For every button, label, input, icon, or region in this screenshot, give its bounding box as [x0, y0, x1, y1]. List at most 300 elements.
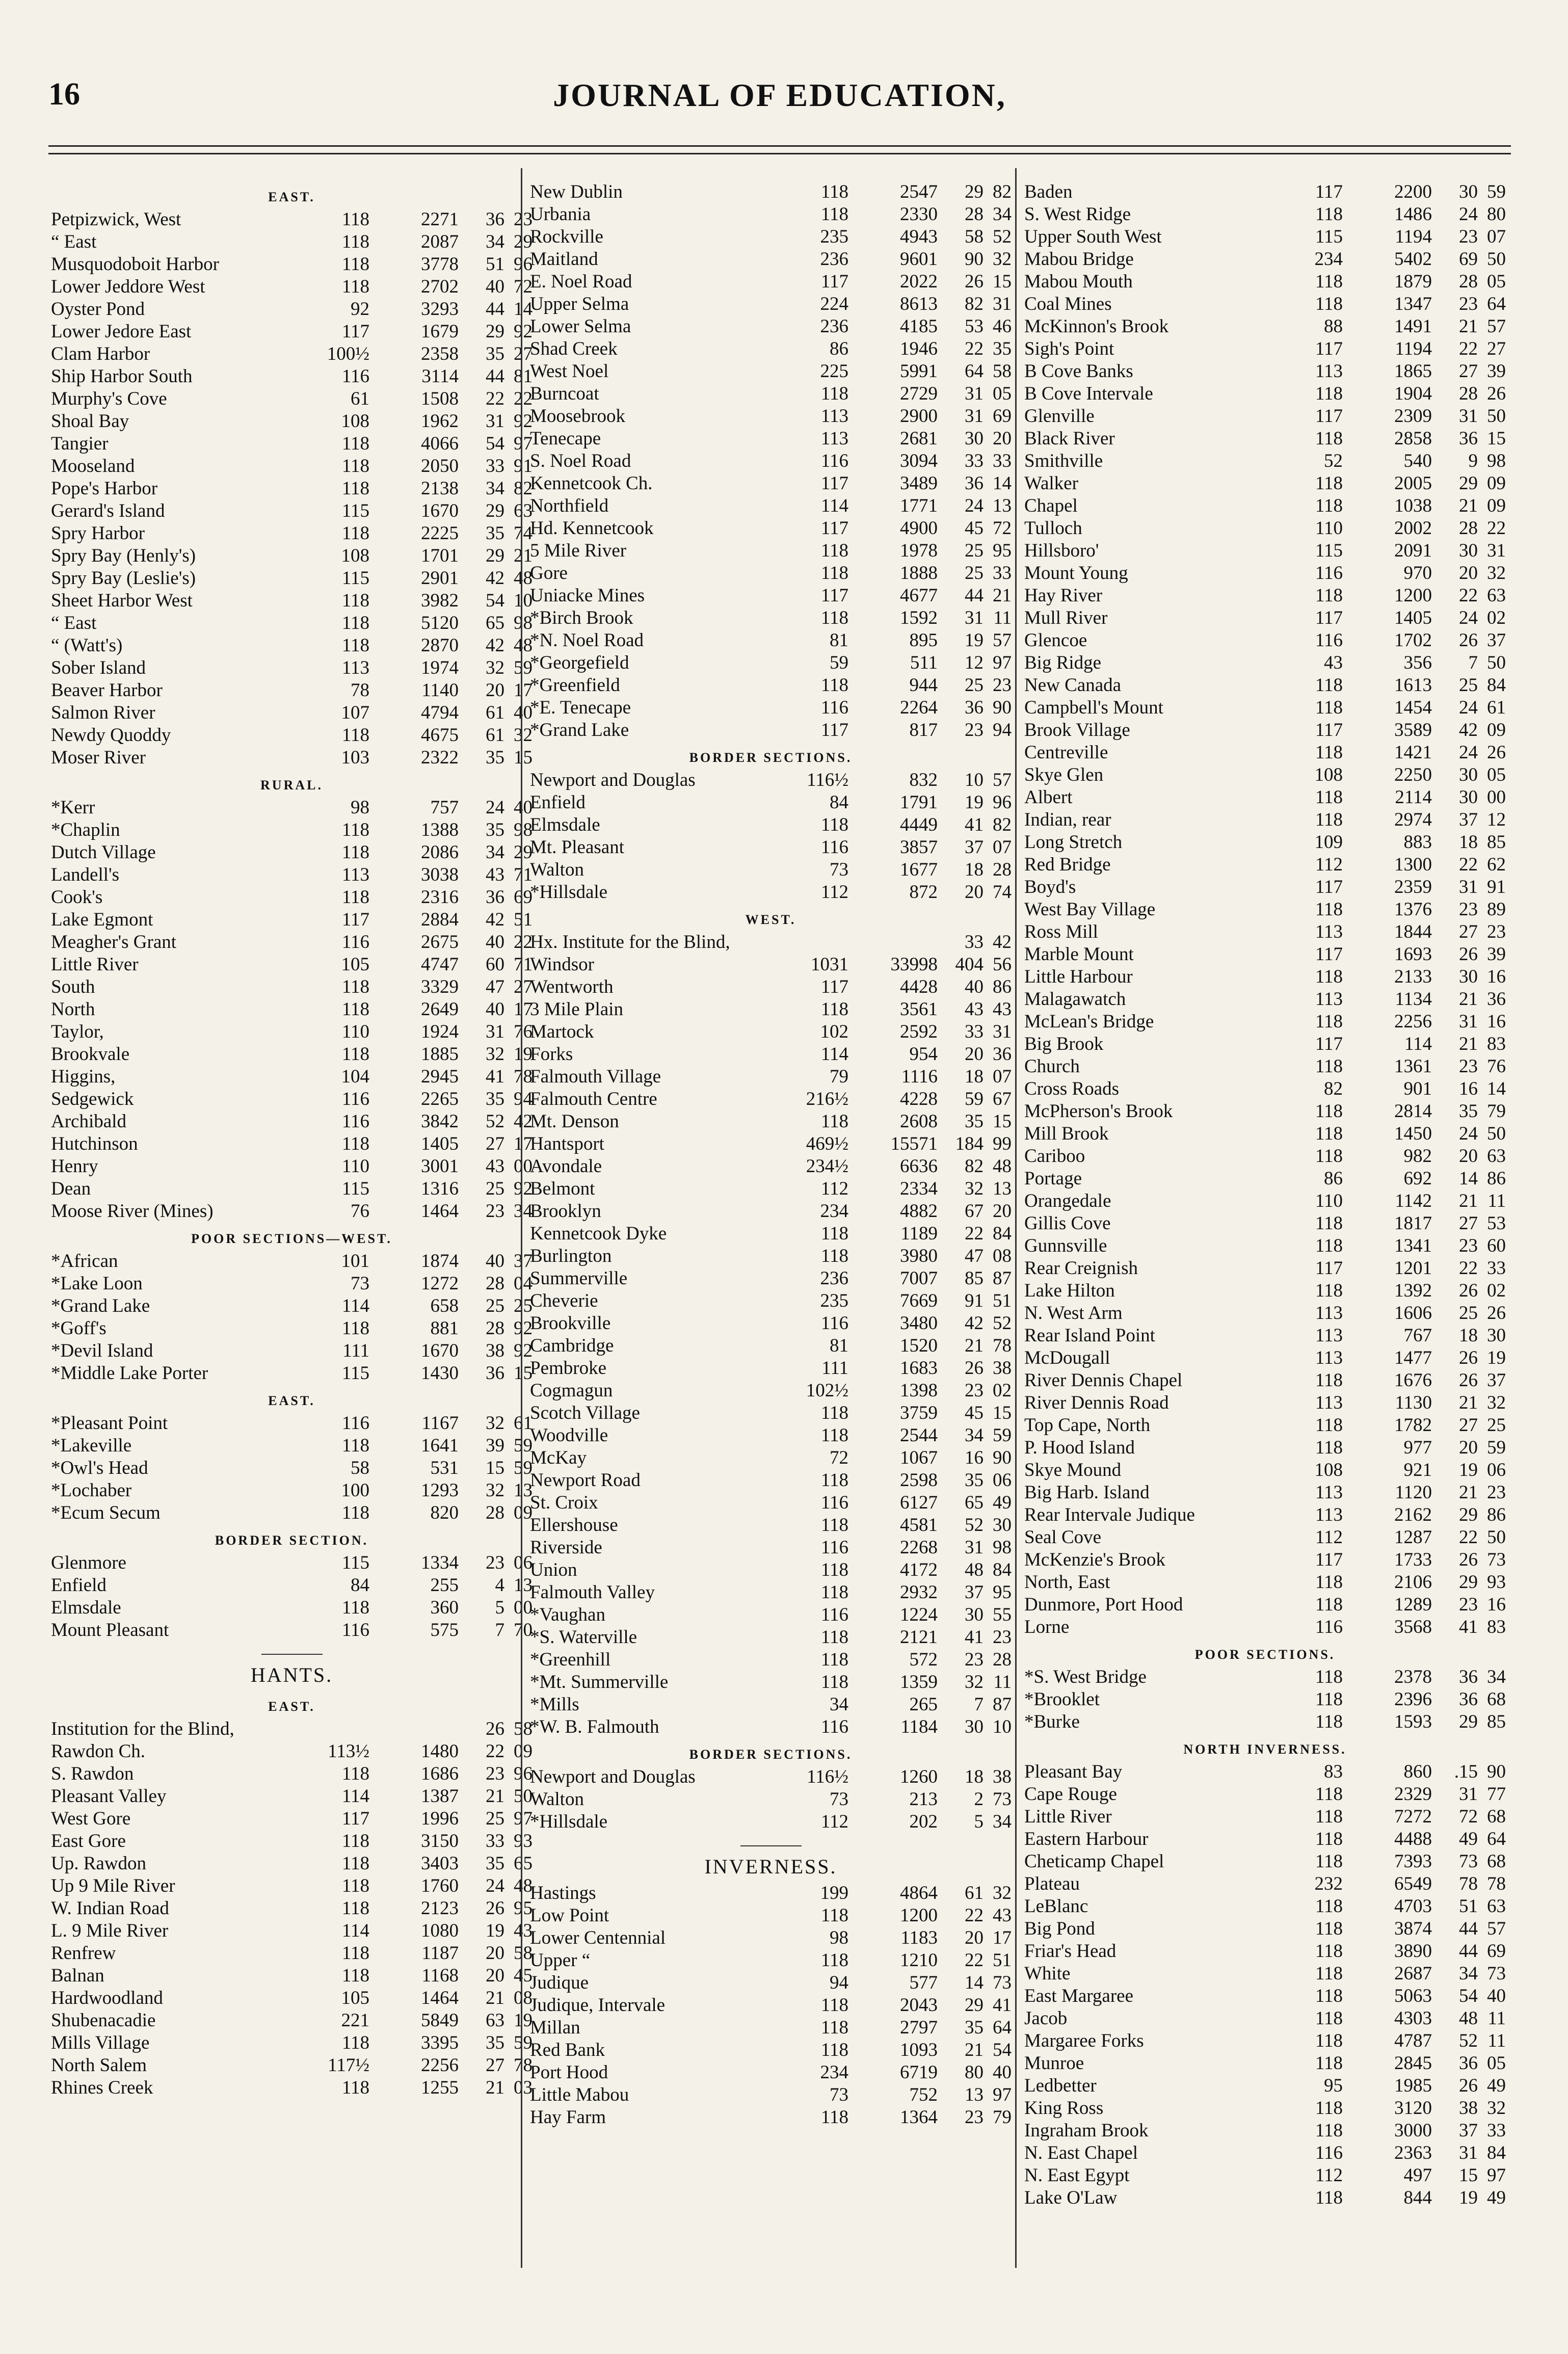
grand-total-days: 1817	[1394, 1213, 1432, 1234]
days-taught: 118	[341, 1763, 369, 1784]
school-name: Falmouth Centre	[530, 1089, 657, 1109]
school-name: *Ecum Secum	[51, 1502, 161, 1523]
table-row	[1024, 1437, 1506, 1459]
amount-cents: 74	[514, 523, 533, 544]
school-name: Cheverie	[530, 1290, 598, 1311]
amount-dollars: 44	[1459, 1941, 1478, 1962]
grand-total-days: 1450	[1394, 1123, 1432, 1144]
grand-total-days: 2649	[421, 999, 459, 1020]
grand-total-days: 1347	[1394, 294, 1432, 314]
amount-cents: 70	[514, 1620, 533, 1641]
table-row	[1024, 2052, 1506, 2075]
grand-total-days: 1592	[900, 607, 938, 628]
days-taught: 110	[341, 1021, 369, 1042]
amount-cents: 96	[993, 792, 1012, 813]
days-taught: 118	[1315, 1689, 1343, 1710]
table-row	[1024, 2007, 1506, 2030]
grand-total-days: 883	[1403, 832, 1432, 853]
days-taught: 118	[341, 976, 369, 997]
table-row	[51, 819, 533, 841]
school-name: Newport and Douglas	[530, 770, 696, 790]
amount-dollars: 36	[1459, 1667, 1478, 1687]
amount-dollars: 52	[1459, 2030, 1478, 2051]
days-taught: 118	[1315, 1572, 1343, 1593]
school-name: Ledbetter	[1024, 2075, 1097, 2096]
amount-dollars: 19	[1459, 2187, 1478, 2208]
amount-cents: 29	[514, 842, 533, 863]
amount-dollars: 51	[486, 254, 504, 275]
amount-dollars: 19	[486, 1920, 504, 1941]
grand-total-days: 540	[1403, 451, 1432, 471]
days-taught: 118	[341, 1831, 369, 1852]
days-taught: 115	[341, 500, 369, 521]
table-row	[1024, 203, 1506, 226]
amount-dollars: 26	[486, 1898, 504, 1919]
table-row	[530, 1088, 1012, 1110]
amount-cents: 63	[514, 500, 533, 521]
table-row	[530, 674, 1012, 697]
school-name: Plateau	[1024, 1873, 1080, 1894]
days-taught: 118	[341, 2077, 369, 2098]
amount-cents: 32	[1487, 1392, 1506, 1413]
days-taught: 116	[341, 366, 369, 387]
table-row	[1024, 831, 1506, 854]
table-row	[1024, 1482, 1506, 1504]
grand-total-days: 3120	[1394, 2098, 1432, 2119]
days-taught: 232	[1314, 1873, 1343, 1894]
table-row	[1024, 315, 1506, 338]
amount-dollars: 85	[965, 1268, 984, 1289]
amount-cents: 61	[1487, 697, 1506, 718]
table-row	[530, 1927, 1012, 1949]
section-heading: BORDER SECTION.	[215, 1533, 369, 1548]
grand-total-days: 15571	[890, 1133, 938, 1154]
grand-total-days: 202	[909, 1811, 938, 1832]
grand-total-days: 1421	[1394, 742, 1432, 763]
amount-cents: 40	[993, 2062, 1012, 2083]
amount-cents: 22	[1487, 518, 1506, 539]
grand-total-days: 844	[1403, 2187, 1432, 2208]
table-row	[530, 562, 1012, 585]
school-name: *Owl's Head	[51, 1458, 148, 1478]
amount-dollars: 22	[486, 388, 504, 409]
amount-dollars: 22	[965, 1905, 984, 1926]
amount-cents: 19	[514, 1044, 533, 1065]
school-name: Red Bridge	[1024, 854, 1111, 875]
amount-cents: 67	[993, 1089, 1012, 1109]
school-name: Cambridge	[530, 1335, 614, 1356]
amount-dollars: 28	[486, 1502, 504, 1523]
school-name: Brooklyn	[530, 1201, 601, 1222]
school-name: Judique	[530, 1972, 589, 1993]
amount-cents: 95	[993, 1582, 1012, 1603]
school-name: Margaree Forks	[1024, 2030, 1144, 2051]
table-row	[530, 1994, 1012, 2017]
school-name: S. Rawdon	[51, 1763, 134, 1784]
table-row	[1024, 360, 1506, 383]
table-row	[530, 1559, 1012, 1581]
school-name: East Margaree	[1024, 1986, 1134, 2006]
amount-dollars: 72	[1459, 1806, 1478, 1827]
table-row	[1024, 2142, 1506, 2164]
amount-cents: 84	[1487, 2143, 1506, 2163]
amount-cents: 30	[1487, 1325, 1506, 1346]
amount-dollars: 34	[486, 478, 504, 499]
amount-cents: 11	[993, 607, 1012, 628]
grand-total-days: 2271	[421, 209, 459, 230]
amount-dollars: 22	[1459, 338, 1478, 359]
grand-total-days: 3589	[1394, 720, 1432, 740]
amount-dollars: 25	[1459, 1303, 1478, 1324]
table-row	[51, 522, 533, 545]
school-name: *African	[51, 1251, 118, 1272]
days-taught: 118	[1315, 1437, 1343, 1458]
amount-dollars: 36	[965, 473, 984, 494]
amount-cents: 49	[1487, 2075, 1506, 2096]
amount-dollars: 82	[965, 1156, 984, 1177]
amount-cents: 72	[514, 276, 533, 297]
amount-cents: 29	[514, 231, 533, 252]
amount-dollars: 21	[1459, 1034, 1478, 1054]
amount-cents: 59	[1487, 181, 1506, 202]
amount-cents: 22	[514, 932, 533, 953]
amount-dollars: 23	[486, 1552, 504, 1573]
days-taught: 118	[1315, 1851, 1343, 1872]
amount-cents: 68	[1487, 1851, 1506, 1872]
grand-total-days: 1405	[1394, 607, 1432, 628]
days-taught: 234½	[806, 1156, 848, 1177]
amount-dollars: 16	[965, 1447, 984, 1468]
column-divider	[1015, 168, 1017, 2268]
amount-cents: 93	[514, 1831, 533, 1852]
amount-dollars: 30	[1459, 540, 1478, 561]
grand-total-days: 977	[1403, 1437, 1432, 1458]
school-name: Walton	[530, 859, 584, 880]
days-taught: 118	[820, 1111, 848, 1132]
amount-cents: 96	[514, 254, 533, 275]
table-row	[51, 1619, 533, 1642]
amount-cents: 27	[1487, 338, 1506, 359]
amount-dollars: 35	[486, 747, 504, 768]
grand-total-days: 872	[909, 882, 938, 903]
days-taught: 34	[830, 1694, 848, 1715]
amount-dollars: 18	[1459, 832, 1478, 853]
grand-total-days: 1224	[900, 1604, 938, 1625]
amount-cents: 23	[1487, 921, 1506, 942]
grand-total-days: 1996	[421, 1808, 459, 1829]
grand-total-days: 6636	[900, 1156, 938, 1177]
grand-total-days: 114	[1404, 1034, 1432, 1054]
school-name: Maitland	[530, 249, 598, 270]
amount-cents: 49	[1487, 2187, 1506, 2208]
days-taught: 118	[820, 1559, 848, 1580]
amount-cents: 57	[993, 630, 1012, 651]
amount-cents: 97	[993, 652, 1012, 673]
table-row	[1024, 988, 1506, 1011]
amount-dollars: 31	[965, 1537, 984, 1558]
school-name: Burncoat	[530, 383, 599, 404]
table-row	[530, 428, 1012, 450]
days-taught: 98	[351, 797, 369, 818]
amount-dollars: 22	[486, 1741, 504, 1762]
amount-dollars: 22	[1459, 1527, 1478, 1548]
table-row	[530, 1492, 1012, 1514]
grand-total-days: 6719	[900, 2062, 938, 2083]
amount-dollars: 44	[965, 585, 984, 606]
amount-cents: 21	[993, 585, 1012, 606]
table-row	[51, 976, 533, 998]
grand-total-days: 1464	[421, 1201, 459, 1222]
section-table	[51, 1250, 533, 1385]
days-taught: 117	[1315, 607, 1343, 628]
days-taught: 110	[1315, 518, 1343, 539]
days-taught: 118	[1315, 1594, 1343, 1615]
days-taught: 113	[1315, 1392, 1343, 1413]
school-name: Newdy Quoddy	[51, 725, 171, 746]
amount-cents: 36	[993, 1044, 1012, 1065]
days-taught: 118	[1315, 1056, 1343, 1077]
grand-total-days: 895	[909, 630, 938, 651]
amount-cents: 59	[1487, 1437, 1506, 1458]
grand-total-days: 2106	[1394, 1572, 1432, 1593]
grand-total-days: 1508	[421, 388, 459, 409]
days-taught: 115	[341, 1363, 369, 1384]
table-row	[51, 998, 533, 1021]
amount-dollars: 15	[486, 1458, 504, 1478]
table-row	[1024, 2097, 1506, 2120]
table-row	[530, 1357, 1012, 1380]
grand-total-days: 2329	[1394, 1784, 1432, 1805]
days-taught: 116½	[807, 1766, 848, 1787]
amount-dollars: 41	[965, 1627, 984, 1648]
grand-total-days: 4303	[1394, 2008, 1432, 2029]
amount-cents: 12	[1487, 809, 1506, 830]
amount-cents: 89	[1487, 899, 1506, 920]
amount-cents: 06	[1487, 1460, 1506, 1480]
amount-cents: 50	[514, 1786, 533, 1807]
table-row	[530, 976, 1012, 998]
table-row	[51, 1574, 533, 1597]
table-row	[51, 567, 533, 590]
amount-dollars: 65	[486, 613, 504, 633]
amount-cents: 39	[1487, 944, 1506, 965]
grand-total-days: 3489	[900, 473, 938, 494]
table-row	[1024, 383, 1506, 405]
amount-cents: 15	[514, 747, 533, 768]
section-table	[51, 208, 533, 769]
section-heading: EAST.	[268, 1699, 315, 1714]
table-row	[1024, 719, 1506, 742]
grand-total-days: 1134	[1395, 989, 1432, 1010]
amount-dollars: 20	[486, 680, 504, 701]
amount-dollars: 42	[965, 1313, 984, 1334]
school-name: Walker	[1024, 473, 1078, 494]
table-row	[530, 607, 1012, 629]
school-name: Oyster Pond	[51, 299, 145, 320]
school-name: Mabou Mouth	[1024, 271, 1133, 292]
amount-cents: 59	[514, 657, 533, 678]
amount-cents: 59	[514, 2032, 533, 2053]
amount-dollars: 33	[965, 932, 984, 953]
amount-cents: 11	[1487, 2030, 1506, 2051]
table-row	[1024, 2075, 1506, 2097]
days-taught: 73	[351, 1273, 369, 1294]
grand-total-days: 2005	[1394, 473, 1432, 494]
school-name: Orangedale	[1024, 1191, 1111, 1211]
school-name: Cogmagun	[530, 1380, 613, 1401]
school-name: Beaver Harbor	[51, 680, 163, 701]
school-name: Kennetcook Ch.	[530, 473, 653, 494]
grand-total-days: 1260	[900, 1766, 938, 1787]
amount-dollars: 25	[965, 675, 984, 696]
table-row	[51, 909, 533, 931]
amount-cents: 09	[1487, 720, 1506, 740]
amount-cents: 16	[1487, 1011, 1506, 1032]
grand-total-days: 3000	[1394, 2120, 1432, 2141]
grand-total-days: 1194	[1395, 226, 1432, 247]
table-row	[530, 1380, 1012, 1402]
table-row	[530, 585, 1012, 607]
school-name: Upper South West	[1024, 226, 1162, 247]
table-row	[1024, 1895, 1506, 1918]
school-name: *Lochaber	[51, 1480, 132, 1501]
amount-dollars: 25	[486, 1295, 504, 1316]
amount-dollars: 31	[1459, 2143, 1478, 2163]
days-taught: 118	[341, 209, 369, 230]
amount-dollars: 21	[1459, 495, 1478, 516]
amount-dollars: 80	[965, 2062, 984, 2083]
grand-total-days: 1683	[900, 1358, 938, 1379]
grand-total-days: 4228	[900, 1089, 938, 1109]
grand-total-days: 5120	[421, 613, 459, 633]
school-name: Glencoe	[1024, 630, 1087, 651]
days-taught: 114	[820, 1044, 848, 1065]
amount-dollars: .15	[1454, 1761, 1478, 1782]
grand-total-days: 820	[430, 1502, 459, 1523]
amount-dollars: 24	[486, 797, 504, 818]
days-taught: 113	[820, 406, 848, 427]
days-taught: 118	[1315, 1784, 1343, 1805]
amount-dollars: 22	[1459, 1258, 1478, 1279]
table-row	[51, 500, 533, 522]
days-taught: 52	[1324, 451, 1343, 471]
amount-cents: 05	[993, 383, 1012, 404]
days-taught: 113	[1315, 1504, 1343, 1525]
amount-cents: 30	[993, 1515, 1012, 1536]
days-taught: 112	[1315, 1527, 1343, 1548]
school-name: Shad Creek	[530, 338, 618, 359]
days-taught: 118	[1315, 742, 1343, 763]
days-taught: 112	[1315, 2165, 1343, 2186]
days-taught: 84	[830, 792, 848, 813]
school-name: Mooseland	[51, 456, 135, 477]
table-row	[51, 1295, 533, 1317]
grand-total-days: 2256	[1394, 1011, 1432, 1032]
table-row	[1024, 2030, 1506, 2052]
school-name: Black River	[1024, 428, 1115, 449]
table-row	[530, 931, 1012, 954]
school-name: McLean's Bridge	[1024, 1011, 1154, 1032]
school-name: Big Harb. Island	[1024, 1482, 1150, 1503]
days-taught: 118	[1315, 966, 1343, 987]
school-name: South	[51, 976, 95, 997]
school-name: Rawdon Ch.	[51, 1741, 145, 1762]
school-name: McKenzie's Brook	[1024, 1549, 1165, 1570]
amount-dollars: 27	[1459, 361, 1478, 382]
amount-dollars: 30	[965, 1716, 984, 1737]
school-name: Judique, Intervale	[530, 1995, 666, 2016]
section-table	[530, 1766, 1012, 1833]
amount-cents: 78	[1487, 1873, 1506, 1894]
school-name: Church	[1024, 1056, 1080, 1077]
school-name: Ship Harbor South	[51, 366, 193, 387]
amount-dollars: 19	[965, 792, 984, 813]
school-name: Mount Young	[1024, 563, 1128, 584]
grand-total-days: 1194	[1395, 338, 1432, 359]
amount-cents: 91	[514, 456, 533, 477]
days-taught: 118	[820, 2040, 848, 2060]
school-name: Red Bank	[530, 2040, 605, 2060]
school-name: North	[51, 999, 95, 1020]
table-row	[530, 1200, 1012, 1223]
grand-total-days: 1430	[421, 1363, 459, 1384]
amount-dollars: 36	[1459, 1689, 1478, 1710]
table-row	[1024, 1212, 1506, 1235]
table-row	[530, 1469, 1012, 1492]
section-table	[530, 769, 1012, 904]
grand-total-days: 1676	[1394, 1370, 1432, 1391]
school-name: *Chaplin	[51, 819, 120, 840]
grand-total-days: 213	[909, 1789, 938, 1810]
days-taught: 118	[1315, 473, 1343, 494]
section-table	[51, 1412, 533, 1524]
amount-dollars: 10	[965, 770, 984, 790]
grand-total-days: 921	[1403, 1460, 1432, 1480]
days-taught: 234	[820, 2062, 848, 2083]
grand-total-days: 1865	[1394, 361, 1432, 382]
amount-cents: 37	[514, 1251, 533, 1272]
school-name: Northfield	[530, 495, 609, 516]
amount-cents: 86	[1487, 1504, 1506, 1525]
grand-total-days: 1613	[1394, 675, 1432, 696]
days-taught: 116	[1315, 630, 1343, 651]
amount-dollars: 21	[1459, 1392, 1478, 1413]
school-name: Dutch Village	[51, 842, 156, 863]
table-row	[1024, 966, 1506, 988]
amount-cents: 59	[514, 1435, 533, 1456]
school-name: Ingraham Brook	[1024, 2120, 1149, 2141]
amount-cents: 19	[514, 2010, 533, 2031]
amount-dollars: 23	[965, 2107, 984, 2128]
amount-dollars: 42	[486, 909, 504, 930]
school-name: McKay	[530, 1447, 587, 1468]
amount-cents: 41	[993, 1995, 1012, 2016]
amount-dollars: 31	[486, 1021, 504, 1042]
amount-cents: 54	[993, 2040, 1012, 2060]
table-row	[1024, 1963, 1506, 1985]
days-taught: 113½	[328, 1741, 369, 1762]
section-heading: POOR SECTIONS—WEST.	[191, 1231, 392, 1246]
grand-total-days: 3038	[421, 864, 459, 885]
amount-cents: 19	[1487, 1347, 1506, 1368]
school-name: Hx. Institute for the Blind,	[530, 932, 730, 953]
grand-total-days: 2316	[421, 887, 459, 908]
amount-dollars: 51	[1459, 1896, 1478, 1917]
county-title: HANTS.	[250, 1663, 333, 1686]
amount-dollars: 26	[1459, 630, 1478, 651]
school-name: New Canada	[1024, 675, 1122, 696]
amount-dollars: 19	[1459, 1460, 1478, 1480]
